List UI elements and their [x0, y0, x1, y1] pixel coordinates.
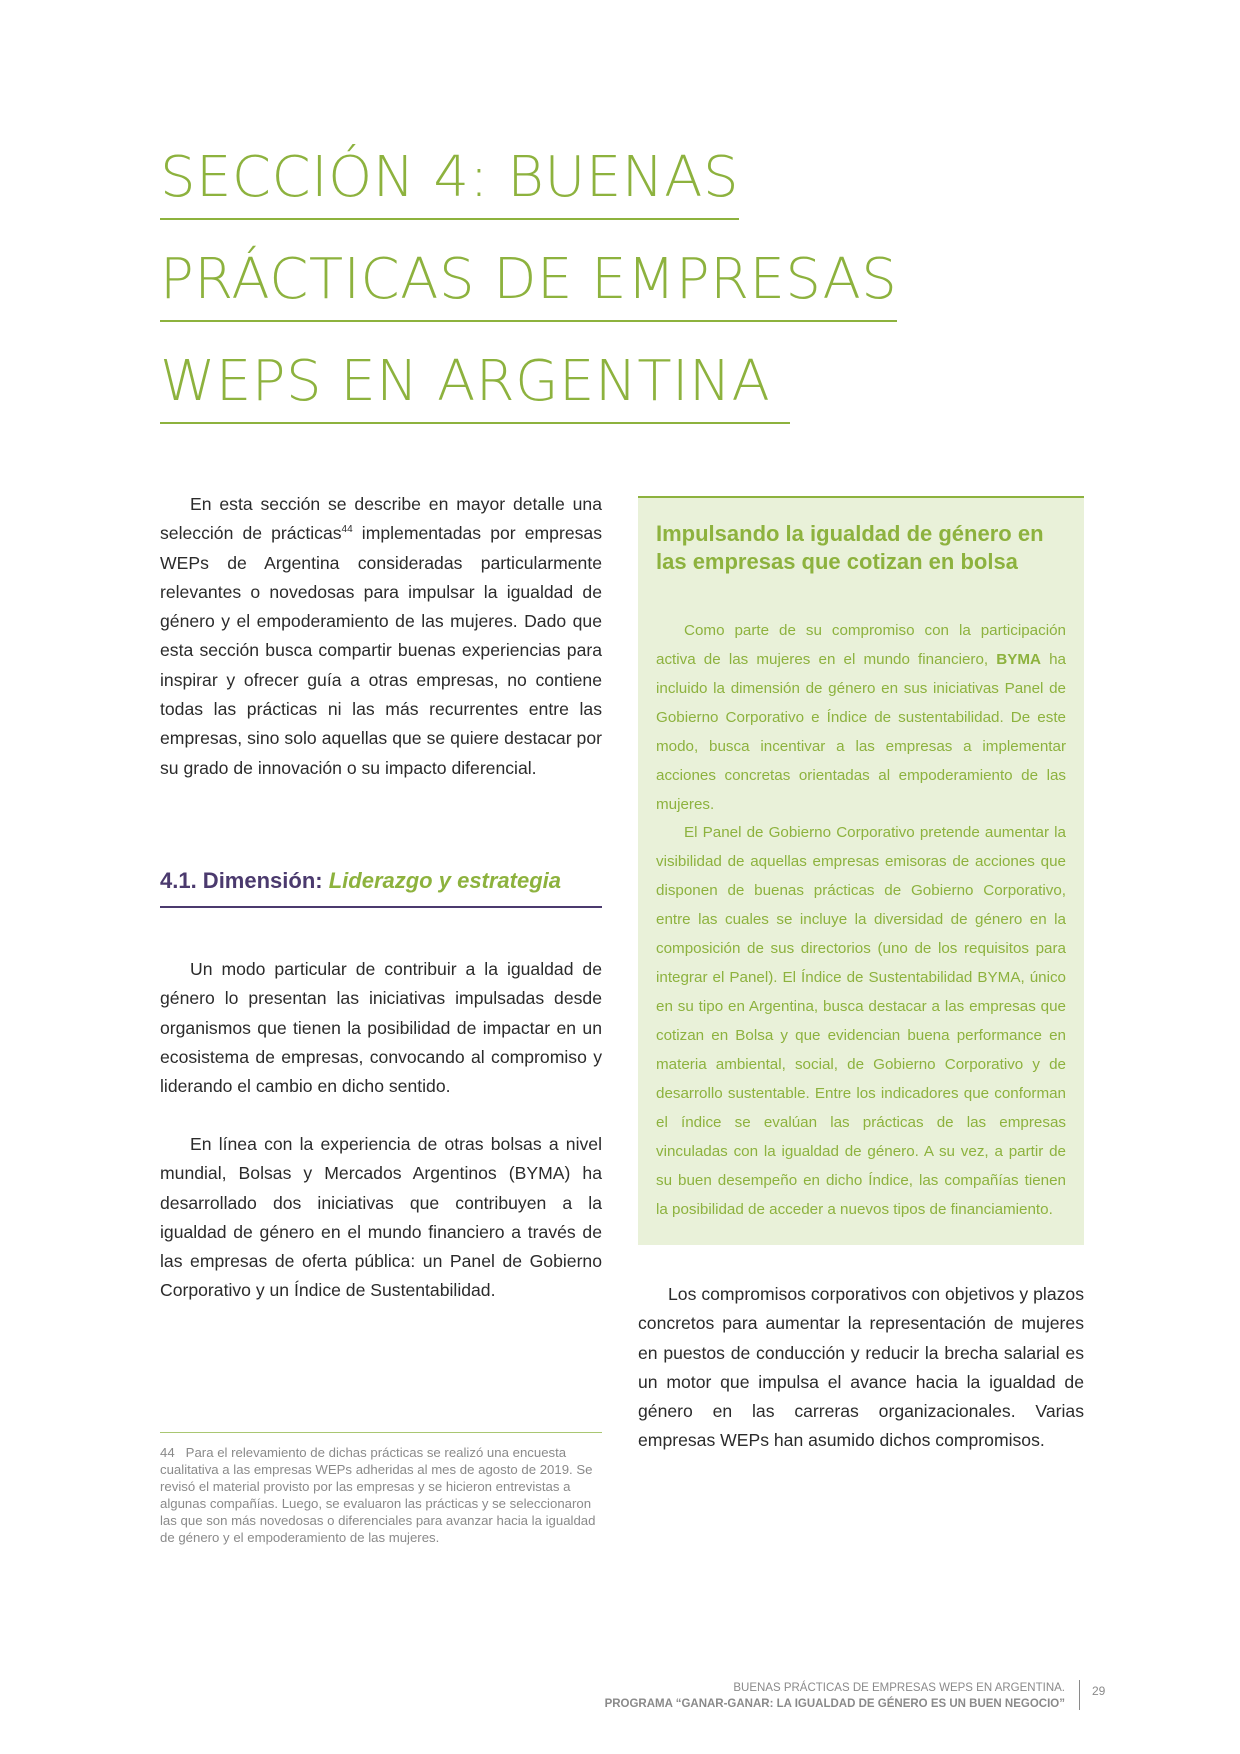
title-line-3: WEPS EN ARGENTINA — [160, 354, 790, 424]
section-number-label: 4.1. Dimensión: — [160, 868, 329, 893]
section-paragraph-2 — [160, 1130, 602, 1306]
section-paragraph-1-text: Un modo particular de contribuir a la igualdad de género lo presentan las iniciativas impulsadas desde organismos que tienen la posibilidad de impactar en un ecosistema de empresas, convocando al compromiso y liderando el cambio en dicho sentido. — [160, 959, 602, 1097]
box-paragraph-2 — [656, 818, 1066, 1224]
right-paragraph — [638, 1280, 1084, 1456]
title-line-2: PRÁCTICAS DE EMPRESAS — [160, 252, 897, 322]
footer-separator — [1079, 1680, 1080, 1710]
box-p1-bold: BYMA — [996, 651, 1041, 668]
footnote — [160, 1444, 600, 1546]
footnote-number: 44 — [160, 1445, 175, 1460]
intro-text-start: En esta sección se describe en mayor detalle una selección de prácticas — [160, 494, 602, 544]
section-heading — [160, 868, 602, 908]
page-footer — [605, 1680, 1065, 1712]
intro-paragraph — [160, 490, 602, 783]
box-paragraph-1 — [656, 616, 1066, 819]
footer-line-1: BUENAS PRÁCTICAS DE EMPRESAS WEPS EN ARGENTINA. — [733, 1682, 1065, 1694]
right-paragraph-text: Los compromisos corporativos con objetivos y plazos concretos para aumentar la representación de mujeres en puestos de conducción y reducir la brecha salarial es un motor que impulsa el avance hacia la igualdad de género en las carreras organizacionales. Varias empresas WEPs han asumido dichos compromisos. — [638, 1284, 1084, 1451]
footnote-ref[interactable]: 44 — [341, 524, 353, 536]
box-p2-text: El Panel de Gobierno Corporativo pretende aumentar la visibilidad de aquellas empresas emisoras de acciones que disponen de buenas prácticas de Gobierno Corporativo, entre las cuales se incluye la diversidad de género en la composición de sus directorios (uno de los requisitos para integrar el Panel). El Índice de Sustentabilidad BYMA, único en su tipo en Argentina, busca destacar a las empresas que cotizan en Bolsa y que evidencian buena performance en materia ambiental, social, de Gobierno Corporativo y de desarrollo sustentable. Entre los indicadores que conforman el índice se evalúan las prácticas de las empresas vinculadas con la igualdad de género. A su vez, a partir de su buen desempeño en dicho Índice, las compañías tienen la posibilidad de acceder a nuevos tipos de financiamiento. — [656, 824, 1066, 1218]
section-paragraph-2-text: En línea con la experiencia de otras bolsas a nivel mundial, Bolsas y Mercados Argentinos (BYMA) ha desarrollado dos iniciativas que contribuyen a la igualdad de género en el mundo financiero a través de las empresas de oferta pública: un Panel de Gobierno Corporativo y un Índice de Sustentabilidad. — [160, 1134, 602, 1301]
section-dimension-name: Liderazgo y estrategia — [328, 868, 562, 893]
footnote-text: Para el relevamiento de dichas prácticas se realizó una encuesta cualitativa a las empresas WEPs adheridas al mes de agosto de 2019. Se revisó el material provisto por las empresas y se hicieron entrevistas a algunas compañías. Luego, se evaluaron las prácticas y se seleccionaron las que son más novedosas o diferenciales para avanzar hacia la igualdad de género y el empoderamiento de las mujeres. — [160, 1445, 596, 1545]
box-title: Impulsando la igualdad de género en las empresas que cotizan en bolsa — [656, 521, 1044, 574]
footnote-divider — [160, 1432, 602, 1433]
highlight-box — [638, 496, 1084, 1245]
box-p1-start: Como parte de su compromiso con la participación activa de las mujeres en el mundo financiero, — [656, 622, 1066, 668]
footer-line-2: PROGRAMA “GANAR-GANAR: LA IGUALDAD DE GÉNERO ES UN BUEN NEGOCIO” — [604, 1698, 1065, 1710]
section-paragraph-1 — [160, 955, 602, 1101]
page-number: 29 — [1092, 1684, 1106, 1698]
intro-text-end: implementadas por empresas WEPs de Argentina consideradas particularmente relevantes o novedosas para impulsar la igualdad de género y el empoderamiento de las mujeres. Dado que esta sección busca compartir buenas experiencias para inspirar y ofrecer guía a otras empresas, no contiene todas las prácticas ni las más recurrentes entre las empresas, sino solo aquellas que se quiere destacar por su grado de innovación o su impacto diferencial. — [160, 523, 602, 778]
box-p1-end: ha incluido la dimensión de género en sus iniciativas Panel de Gobierno Corporativo e Índice de sustentabilidad. De este modo, busca incentivar a las empresas a implementar acciones concretas orientadas al empoderamiento de las mujeres. — [656, 651, 1066, 813]
title-line-1: SECCIÓN 4: BUENAS — [160, 150, 739, 220]
